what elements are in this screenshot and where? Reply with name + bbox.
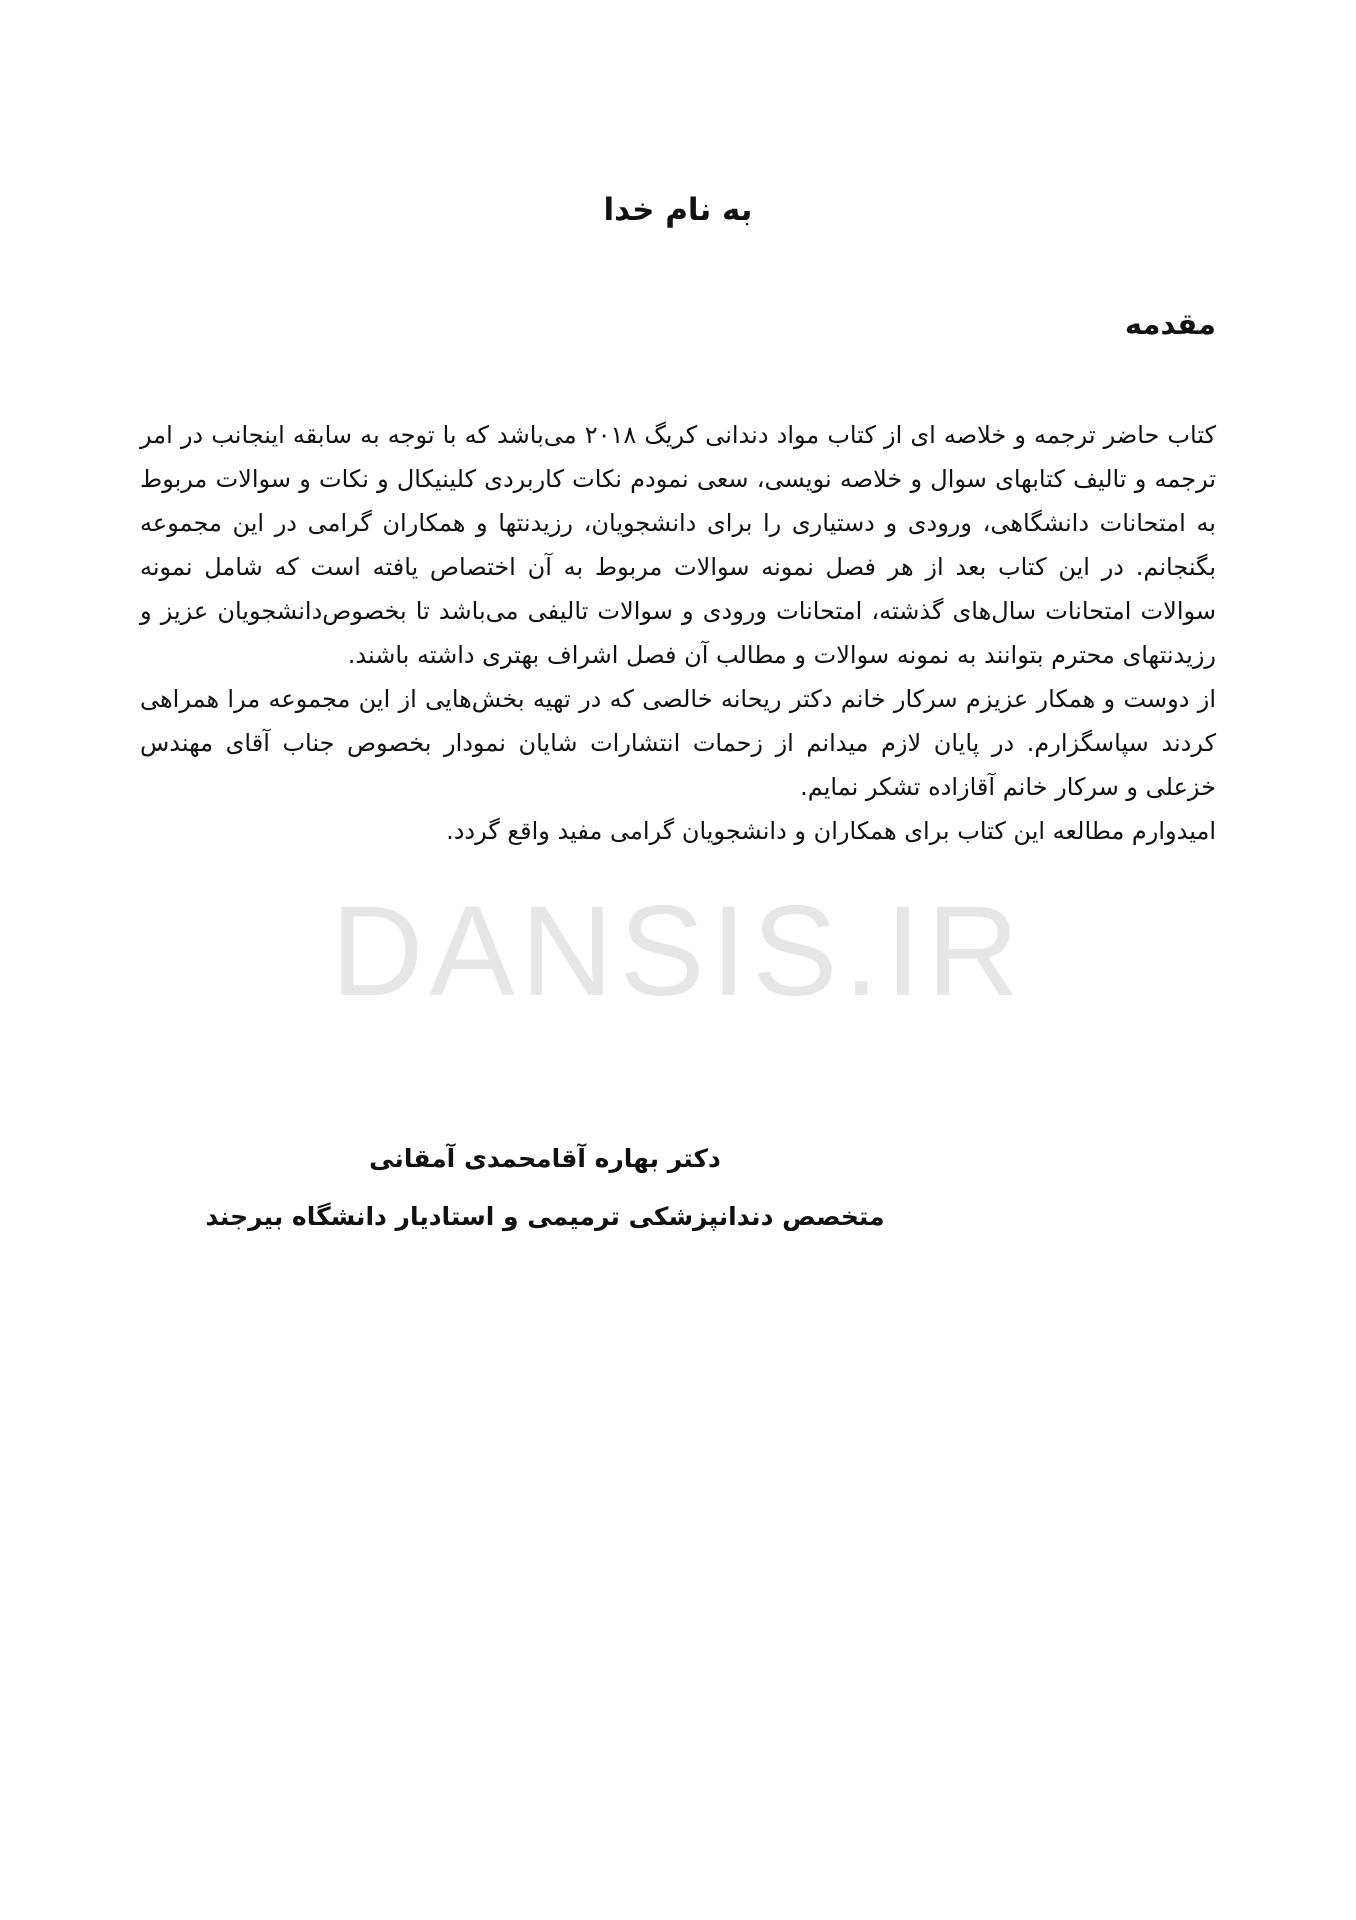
signature-block	[200, 1130, 890, 1246]
author-name: دکتر بهاره آقامحمدی آمقانی	[369, 1144, 721, 1173]
paragraph-2: از دوست و همکار عزیزم سرکار خانم دکتر ریحانه خالصی که در تهیه بخش‌هایی از این مجموعه مرا همراهی کردند سپاسگزارم. در پایان لازم میدانم از زحمات انتشارات شایان نمودار بخصوص جناب آقای مهندس خزعلی و سرکار خانم آقازاده تشکر نمایم.	[140, 685, 1216, 801]
page-title: به نام خدا	[603, 192, 753, 228]
introduction-body	[140, 413, 1216, 853]
section-heading: مقدمه	[1124, 307, 1216, 341]
author-position: متخصص دندانپزشکی ترمیمی و استادیار دانشگاه بیرجند	[205, 1202, 885, 1231]
watermark: DANSIS.IR	[330, 880, 1026, 1023]
paragraph-3: امیدوارم مطالعه این کتاب برای همکاران و دانشجویان گرامی مفید واقع گردد.	[446, 817, 1216, 845]
paragraph-1: کتاب حاضر ترجمه و خلاصه ای از کتاب مواد دندانی کریگ ۲۰۱۸ می‌باشد که با توجه به سابقه اینجانب در امر ترجمه و تالیف کتابهای سوال و خلاصه نویسی، سعی نمودم نکات کاربردی کلینیکال و نکات و سوالات مربوط به امتحانات دانشگاهی، ورودی و دستیاری را برای دانشجویان، رزیدنتها و همکاران گرامی در این مجموعه بگنجانم. در این کتاب بعد از هر فصل نمونه سوالات مربوط به آن اختصاص یافته است که شامل نمونه سوالات امتحانات سال‌های گذشته، امتحانات ورودی و سوالات تالیفی می‌باشد تا بخصوص‌دانشجویان عزیز و رزیدنتهای محترم بتوانند به نمونه سوالات و مطالب آن فصل اشراف بهتری داشته باشند.	[140, 421, 1217, 669]
